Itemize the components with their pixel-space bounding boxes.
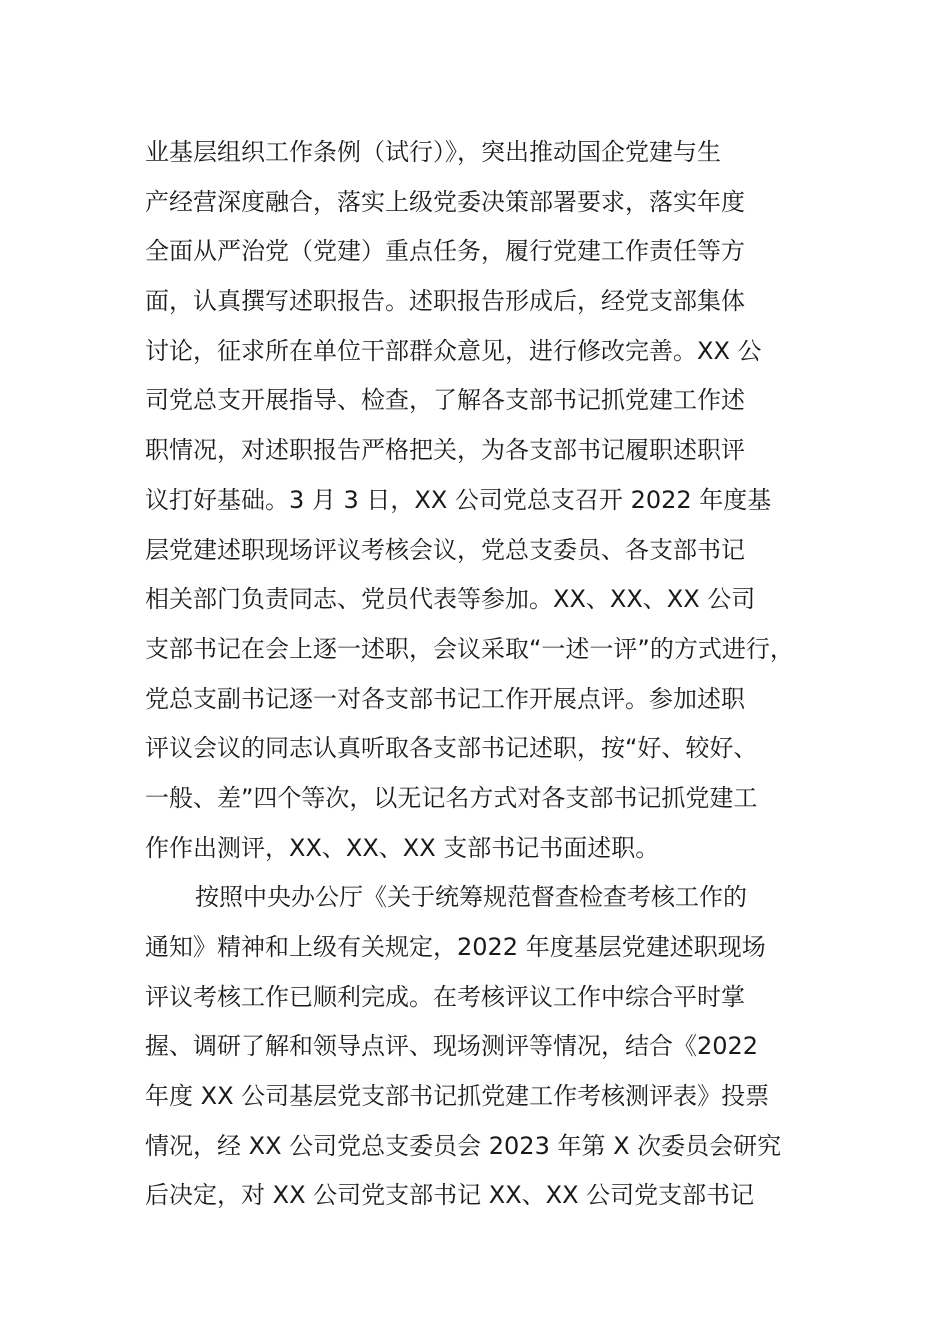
text-line: 司党总支开展指导、检查，了解各支部书记抓党建工作述: [145, 386, 745, 415]
text-line: 讨论，征求所在单位干部群众意见，进行修改完善。XX 公: [145, 336, 762, 365]
text-line: 全面从严治党（党建）重点任务，履行党建工作责任等方: [145, 237, 745, 266]
text-line: 一般、差”四个等次，以无记名方式对各支部书记抓党建工: [145, 783, 758, 812]
text-line: 业基层组织工作条例（试行）》，突出推动国企党建与生: [145, 138, 721, 166]
text-line: 作作出测评，XX、XX、XX 支部书记书面述职。: [145, 833, 660, 862]
text-line: 支部书记在会上逐一述职，会议采取“一述一评”的方式进行，: [145, 634, 794, 663]
text-line: 评议会议的同志认真听取各支部书记述职，按“好、较好、: [145, 734, 758, 763]
text-line: 评议考核工作已顺利完成。在考核评议工作中综合平时掌: [145, 982, 745, 1011]
text-line: 通知》精神和上级有关规定，2022 年度基层党建述职现场: [145, 933, 766, 961]
text-line: 党总支副书记逐一对各支部书记工作开展点评。参加述职: [145, 684, 745, 713]
text-line: 相关部门负责同志、党员代表等参加。XX、XX、XX 公司: [145, 585, 756, 614]
text-line: 情况，经 XX 公司党总支委员会 2023 年第 X 次委员会研究: [145, 1131, 782, 1160]
text-line: 年度 XX 公司基层党支部书记抓党建工作考核测评表》投票: [145, 1082, 770, 1111]
text-line: 职情况，对述职报告严格把关，为各支部书记履职述职评: [145, 436, 745, 465]
text-line: 后决定，对 XX 公司党支部书记 XX、XX 公司党支部书记: [145, 1181, 755, 1210]
text-line: 议打好基础。3 月 3 日，XX 公司党总支召开 2022 年度基: [145, 485, 772, 514]
text-line: 层党建述职现场评议考核会议，党总支委员、各支部书记: [145, 535, 745, 564]
text-line: 面，认真撰写述职报告。述职报告形成后，经党支部集体: [145, 287, 745, 316]
paragraph-first-line: 按照中央办公厅《关于统筹规范督查检查考核工作的: [195, 883, 747, 912]
text-line: 产经营深度融合，落实上级党委决策部署要求，落实年度: [145, 187, 745, 216]
text-line: 握、调研了解和领导点评、现场测评等情况，结合《2022: [145, 1032, 759, 1061]
body-text: [145, 128, 845, 1221]
